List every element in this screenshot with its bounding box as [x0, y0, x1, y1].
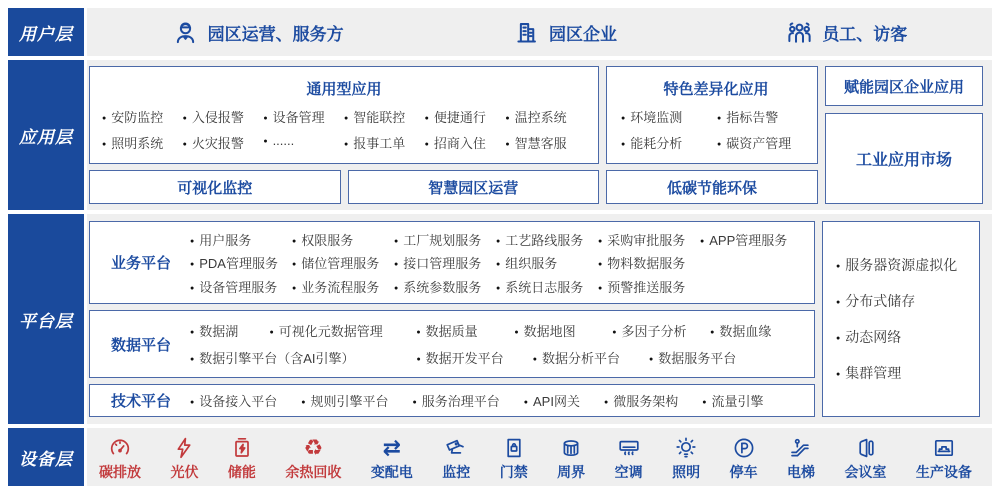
cctv-camera-icon: [444, 434, 468, 461]
list-item: ● 数据质量: [416, 321, 514, 340]
list-item: ● 工艺路线服务: [496, 230, 598, 249]
list-item: ● 流量引擎: [702, 391, 763, 410]
device-item-production-equipment: [916, 434, 972, 482]
list-item: ● 设备接入平台: [190, 391, 277, 410]
user-group-label: 员工、访客: [822, 24, 908, 44]
swap-arrows-icon: ⇄: [382, 434, 402, 460]
list-item: ● 规则引擎平台: [301, 391, 388, 410]
device-item-surveillance: [442, 434, 470, 482]
air-conditioner-icon: [617, 434, 641, 461]
list-item: ● 业务流程服务: [292, 277, 394, 296]
platform-layer-content: [87, 214, 992, 424]
user-group-label: 园区运营、服务方: [207, 24, 344, 44]
business-row-2: [190, 253, 802, 272]
list-item: ● ......: [263, 133, 344, 152]
business-row-3: [190, 277, 802, 296]
list-item: ● 权限服务: [292, 230, 394, 249]
app-column-general: [89, 66, 599, 204]
list-item: ● 数据湖: [190, 321, 270, 340]
banner-industrial-app-market: 工业应用市场: [825, 113, 983, 204]
parking-icon: [732, 434, 756, 461]
list-item: ● 指标告警: [717, 107, 811, 126]
device-item-lighting: [672, 434, 700, 482]
device-item-photovoltaic: [170, 434, 198, 482]
list-item: ● 温控系统: [505, 107, 586, 126]
device-item-label: 生产设备: [915, 464, 972, 480]
list-item: ● 储位管理服务: [292, 253, 394, 272]
user-layer-label: 用户层: [8, 8, 84, 56]
list-item: ● 火灾报警: [183, 133, 264, 152]
device-item-meeting-room: [844, 434, 886, 482]
list-item: ● 碳资产管理: [717, 133, 811, 152]
device-item-label: 储能: [227, 464, 256, 480]
user-group-park-enterprises: [513, 19, 617, 46]
list-item: ● 物料数据服务: [598, 253, 700, 272]
device-item-power-distribution: [371, 434, 413, 482]
device-item-air-conditioning: [615, 434, 643, 482]
device-item-waste-heat-recovery: [285, 434, 341, 482]
data-platform-rows: [190, 314, 802, 374]
list-item: ● PDA管理服务: [190, 253, 292, 272]
tech-platform-rows: [190, 388, 802, 413]
general-apps-row-2: [102, 133, 586, 152]
list-item: ● 数据血缘: [710, 321, 802, 340]
business-platform-box: [89, 221, 815, 304]
device-layer-label: 设备层: [8, 428, 84, 486]
user-group-park-operators: [172, 19, 344, 46]
application-layer: [8, 60, 992, 210]
list-item: ● 接口管理服务: [394, 253, 496, 272]
list-item: ● 预警推送服务: [598, 277, 700, 296]
business-platform-rows: [190, 225, 802, 300]
platform-layer: [8, 214, 992, 424]
application-layer-label: 应用层: [8, 60, 84, 210]
list-item: ● 便捷通行: [425, 107, 506, 126]
data-row-1: [190, 321, 802, 340]
special-apps-title: 特色差异化应用: [663, 80, 769, 98]
gauge-icon: [108, 434, 132, 461]
device-item-elevator: [787, 434, 815, 482]
list-item: ● 用户服务: [190, 230, 292, 249]
user-group-label: 园区企业: [548, 24, 617, 44]
escalator-icon: [789, 434, 813, 461]
list-item: ● 服务器资源虚拟化: [836, 255, 979, 275]
device-item-label: 门禁: [499, 464, 528, 480]
operator-icon: [172, 19, 199, 46]
list-item: ● 招商入住: [425, 133, 506, 152]
list-item: ● 安防监控: [102, 107, 183, 126]
meeting-room-icon: [853, 434, 877, 461]
list-item: ● 能耗分析: [621, 133, 717, 152]
list-item: ● 多因子分析: [612, 321, 710, 340]
list-item: ● API网关: [524, 391, 580, 410]
list-item: ● 设备管理: [263, 107, 344, 126]
list-item: ● 组织服务: [496, 253, 598, 272]
device-layer-content: [87, 428, 992, 486]
device-item-label: 变配电: [370, 464, 413, 480]
tech-row-1: [190, 391, 802, 410]
business-platform-title: 业务平台: [110, 255, 171, 273]
banner-smart-park-operation: 智慧园区运营: [348, 170, 600, 204]
special-apps-row-2: [621, 133, 811, 152]
list-item: ● 工厂规划服务: [394, 230, 496, 249]
list-item: ● 环境监测: [621, 107, 717, 126]
general-apps-title: 通用型应用: [306, 80, 382, 98]
data-row-2: [190, 348, 802, 367]
device-layer: [8, 428, 992, 486]
data-platform-title: 数据平台: [110, 336, 171, 354]
device-item-label: 空调: [614, 464, 643, 480]
app-banner-row: [89, 170, 599, 204]
device-item-carbon-emission: [99, 434, 141, 482]
door-lock-icon: [502, 434, 526, 461]
device-item-label: 周界: [557, 464, 586, 480]
list-item: ● 可视化元数据管理: [270, 321, 417, 340]
device-item-label: 余热回收: [285, 464, 342, 480]
device-item-label: 照明: [672, 464, 701, 480]
business-row-1: [190, 230, 802, 249]
building-icon: [513, 19, 540, 46]
device-item-label: 监控: [442, 464, 471, 480]
list-item: ● 数据分析平台: [533, 348, 649, 367]
list-item: ● 分布式储存: [836, 291, 979, 311]
production-equipment-icon: [932, 434, 956, 461]
user-layer: [8, 8, 992, 56]
banner-visual-monitoring: 可视化监控: [89, 170, 341, 204]
list-item: ● 数据地图: [514, 321, 612, 340]
list-item: ● 系统日志服务: [496, 277, 598, 296]
list-item: ● 数据开发平台: [416, 348, 532, 367]
user-group-staff-visitors: [786, 19, 907, 46]
list-item: ● 入侵报警: [183, 107, 264, 126]
list-item: ● 采购审批服务: [598, 230, 700, 249]
banner-low-carbon: 低碳节能环保: [606, 170, 818, 204]
platform-main: [89, 221, 815, 417]
list-item: ● APP管理服务: [700, 230, 802, 249]
platform-layer-label: 平台层: [8, 214, 84, 424]
device-item-label: 电梯: [786, 464, 815, 480]
general-apps-box: [89, 66, 599, 164]
device-item-label: 会议室: [844, 464, 887, 480]
light-bulb-icon: [674, 434, 698, 461]
application-layer-content: [87, 60, 992, 210]
general-apps-row-1: [102, 107, 586, 126]
device-item-label: 碳排放: [99, 464, 141, 480]
recycle-icon: ♻: [303, 434, 324, 460]
device-item-energy-storage: [228, 434, 256, 482]
list-item: ● 数据服务平台: [649, 348, 802, 367]
list-item: ● 报事工单: [344, 133, 425, 152]
user-layer-content: [87, 8, 992, 56]
app-column-special: [606, 66, 818, 204]
list-item: ● 服务治理平台: [413, 391, 500, 410]
list-item: ● 集群管理: [836, 363, 979, 383]
infrastructure-box: [822, 221, 980, 417]
list-item: ● 智慧客服: [505, 133, 586, 152]
list-item: ● 设备管理服务: [190, 277, 292, 296]
device-item-perimeter: [557, 434, 585, 482]
people-group-icon: [786, 19, 813, 46]
app-column-market: [825, 66, 983, 204]
list-item: ● 照明系统: [102, 133, 183, 152]
list-item: ● 系统参数服务: [394, 277, 496, 296]
tech-platform-box: [89, 384, 815, 417]
list-item: ● 智能联控: [344, 107, 425, 126]
battery-bolt-icon: [230, 434, 254, 461]
special-apps-row-1: [621, 107, 811, 126]
data-platform-box: [89, 310, 815, 378]
lightning-icon: [172, 434, 196, 461]
list-item: ● 微服务架构: [604, 391, 678, 410]
perimeter-drum-icon: [559, 434, 583, 461]
device-item-access-control: [500, 434, 528, 482]
device-item-parking: [730, 434, 758, 482]
list-item: ● 动态网络: [836, 327, 979, 347]
device-item-label: 光伏: [170, 464, 199, 480]
banner-empower-enterprises: 赋能园区企业应用: [825, 66, 983, 106]
special-apps-box: [606, 66, 818, 164]
tech-platform-title: 技术平台: [110, 393, 171, 410]
list-item: ● 数据引擎平台（含AI引擎）: [190, 348, 416, 367]
device-item-label: 停车: [729, 464, 758, 480]
